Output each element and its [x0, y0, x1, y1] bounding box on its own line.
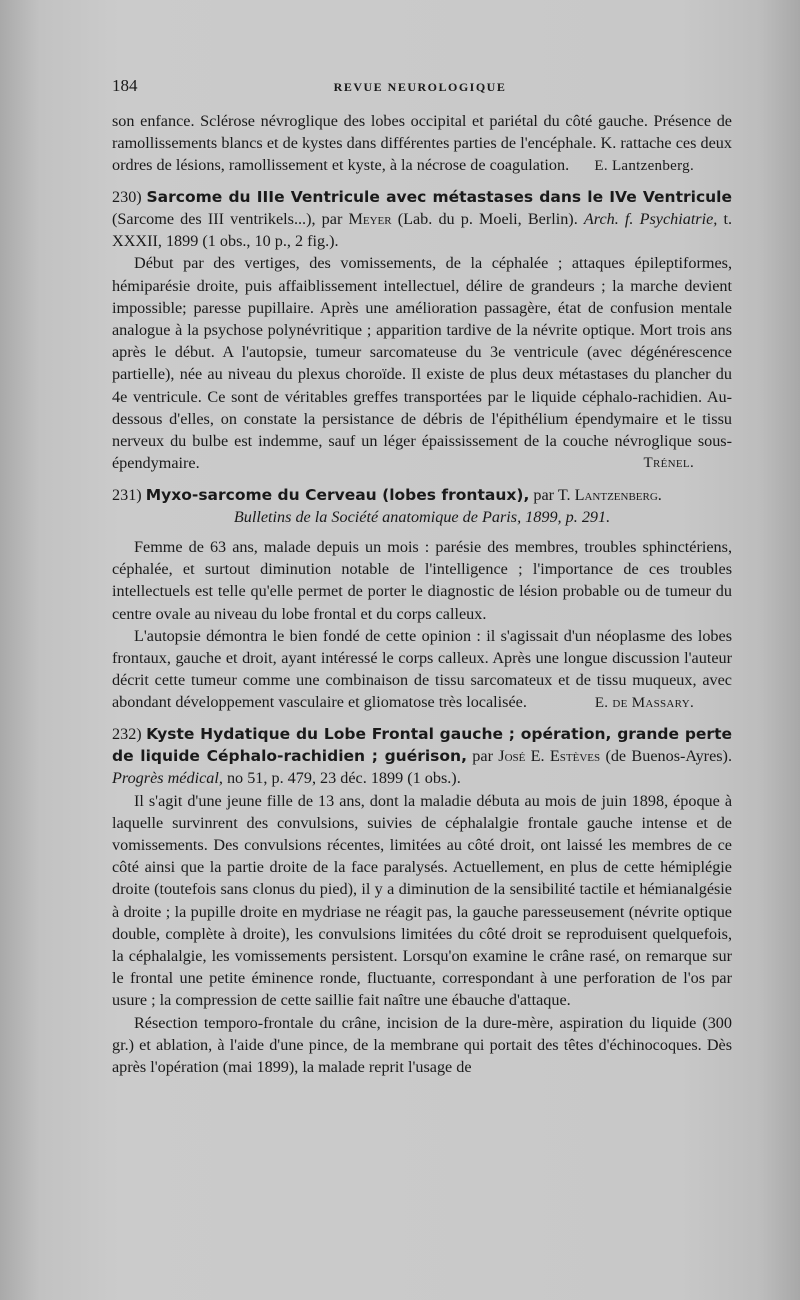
article-affiliation: (de Buenos-Ayres).: [605, 747, 732, 766]
article-title: Kyste Hydatique du Lobe Frontal gauche ; opération, grande perte de liquide Céphalo-rachidien ; guérison,: [112, 724, 732, 766]
article-journal: Progrès médical,: [112, 769, 223, 788]
article-number: 231): [112, 485, 142, 504]
article-details: t. XXXII, 1899 (1 obs., 10 p., 2 fig.).: [112, 210, 733, 251]
article-paragraph: Il s'agit d'une jeune fille de 13 ans, dont la maladie débuta au mois de juin 1898, époque à laquelle survinrent des convulsions, suivies de céphalalgie frontale gauche intense et de vomissements. Des convulsions récentes, limitées au côté droit, ont laissé les membres de ce côté ainsi que la partie droite de la face paralysés. Actuellement, en plus de cette hémiplégie droite (toutefois sans clonus du pied), il y a diminution de la sensibilité tactile et hémianalgésie à droite ; la pupille droite en mydriase ne réagit pas, la gauche paresseusement (névrite optique double, complète à droite), les convulsions limitées du côté droit se reproduisent quelquefois, la céphalalgie, les vomissements persistent. Lorsqu'on examine le crâne rasé, on remarque sur le frontal une petite éminence ronde, fluctuante, correspondant à une perforation de l'os par usure ; la compression de cette saillie fait naître une ébauche d'attaque.: [112, 791, 732, 1010]
signature: E. de Massary.: [594, 694, 694, 711]
article-heading: [112, 186, 732, 253]
continuation-paragraph: son enfance. Sclérose névroglique des lobes occipital et pariétal du côté gauche. Présence de ramollissements blancs et de kystes dans différentes parties de l'encéphale. K. rattache ces deux ordres de lésions, ramollissement et kyste, à la nécrose de coagulation.: [112, 112, 732, 175]
article-journal: Arch. f. Psychiatrie,: [583, 210, 718, 229]
signature: E. Lantzenberg.: [594, 157, 694, 174]
article-heading: [112, 484, 732, 506]
signature: Trénel.: [643, 455, 694, 472]
article-heading: [112, 723, 732, 790]
article-citation: (Sarcome des III ventrikels...), par: [112, 210, 343, 229]
running-title: REVUE NEUROLOGIQUE: [333, 80, 507, 94]
article-reference: Bulletins de la Société anatomique de Paris, 1899, p. 291.: [233, 507, 611, 526]
page-number: 184: [112, 76, 138, 95]
page-header: [112, 76, 728, 100]
article-title: Sarcome du IIIe Ventricule avec métastases dans le IVe Ventricule: [146, 187, 733, 206]
article-232: [112, 723, 732, 1078]
article-paragraph: Femme de 63 ans, malade depuis un mois : parésie des membres, troubles sphinctériens, céphalée, et surtout diminution notable de l'intelligence ; l'importance de ces troubles intellectuels est telle qu'elle permet de porter le diagnostic de lésion probable ou de tumeur du centre ovale au niveau du lobe frontal et du corps calleux.: [112, 538, 732, 623]
article-paragraph: L'autopsie démontra le bien fondé de cette opinion : il s'agissait d'un néoplasme des lobes frontaux, gauche et droit, ayant intéressé le corps calleux. Après une longue discussion l'auteur décrit cette tumeur comme une combinaison de tissu sarcomateux et de tissu muqueux, avec abondant développement vasculaire et gliomatose très localisée.: [112, 626, 732, 712]
article-231: [112, 484, 732, 714]
article-affiliation: (Lab. du p. Moeli, Berlin).: [397, 210, 578, 229]
article-title: Myxo-sarcome du Cerveau (lobes frontaux),: [145, 485, 530, 504]
article-number: 232): [112, 724, 142, 743]
article-author: Meyer: [348, 210, 392, 229]
article-citation: par T.: [533, 485, 571, 504]
page-body: [112, 110, 732, 1078]
article-citation: par: [472, 747, 493, 766]
article-details: no 51, p. 479, 23 déc. 1899 (1 obs.).: [226, 769, 461, 788]
article-paragraph: Résection temporo-frontale du crâne, incision de la dure-mère, aspiration du liquide (300 gr.) et ablation, à l'aide d'une pince, de la membrane qui portait des têtes d'échinocoques. Dès après l'opération (mai 1899), la malade reprit l'usage de: [112, 1013, 732, 1076]
article-230: [112, 186, 732, 475]
article-author: Lantzenberg.: [574, 485, 662, 504]
article-author: José E. Estèves: [498, 747, 601, 766]
article-paragraph: Début par des vertiges, des vomissements, de la céphalée ; attaques épileptiformes, hémiparésie droite, puis affaiblissement intellectuel, délire de grandeurs ; la marche devient impossible; paresse pupillaire. Après une amélioration passagère, état de confusion mentale analogue à la psychose polynévritique ; apparition tardive de la névrite optique. Mort trois ans après le début. A l'autopsie, tumeur sarcomateuse du 3e ventricule (avec dégénérescence partielle), née au niveau du plexus choroïde. Il existe de plus deux métastases du plancher du 4e ventricule. Ce sont de véritables greffes transportées par le liquide céphalo-rachidien. Au-dessous d'elles, on constate la persistance de débris de l'épithélium épendymaire et le tissu nerveux du bulbe est indemme, sauf un léger épaississement de la couche névroglique sous-épendymaire.: [112, 254, 732, 473]
article-number: 230): [112, 187, 142, 206]
